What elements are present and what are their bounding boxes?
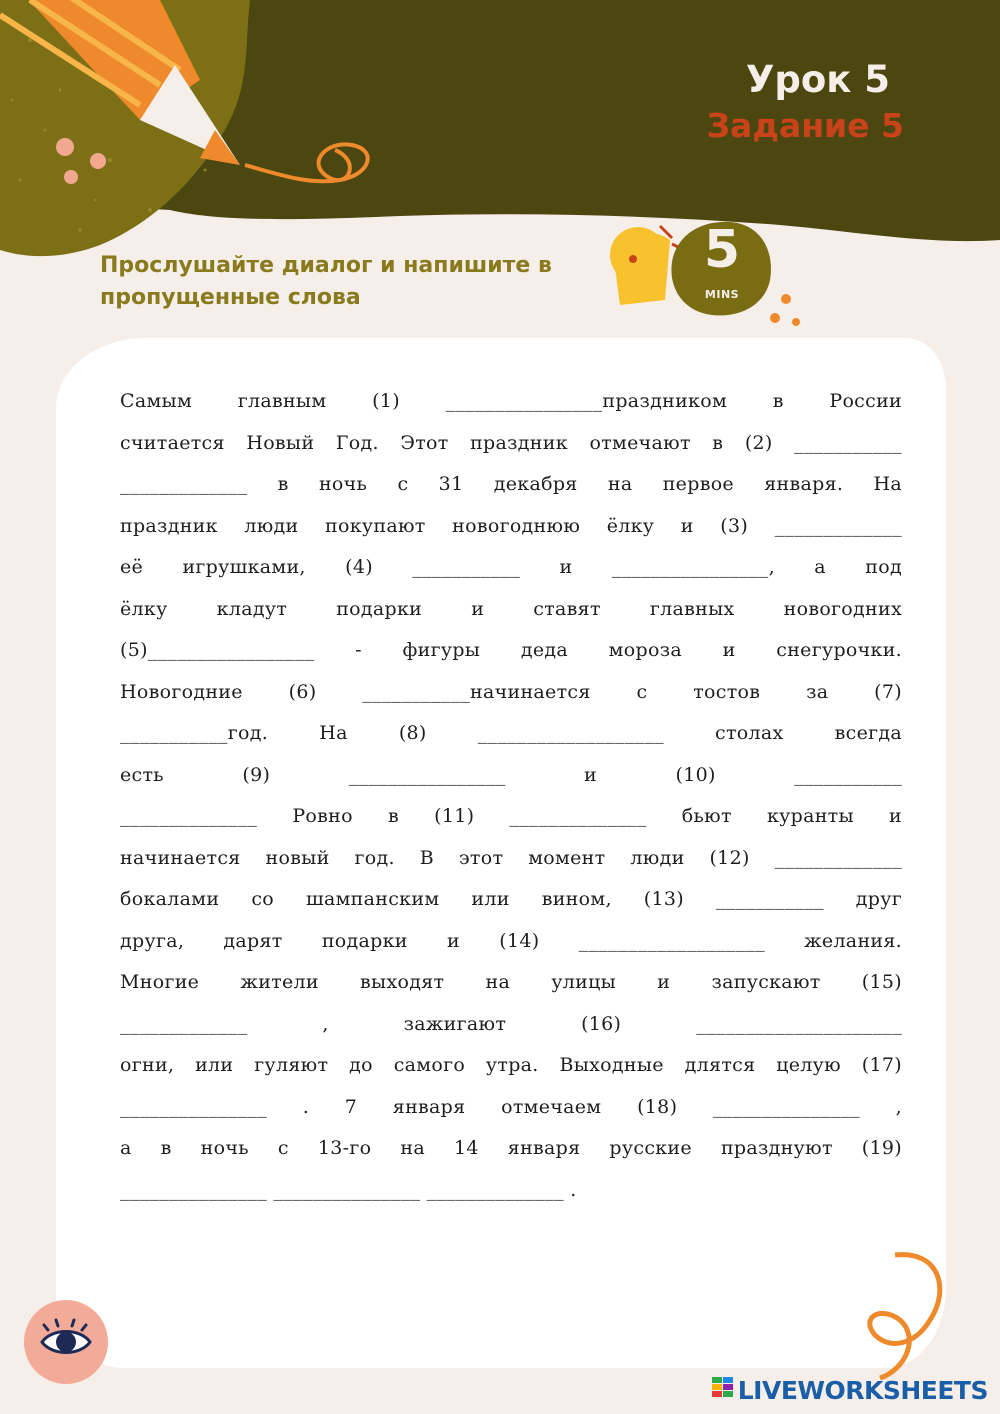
exercise-line: ёлку кладут подарки и ставят главных новогодних	[120, 597, 902, 620]
exercise-line: _____________ в ночь с 31 декабря на первое января. На	[120, 473, 902, 495]
eye-button[interactable]	[24, 1300, 108, 1384]
exercise-text	[120, 381, 902, 1211]
brand-name: LIVEWORKSHEETS	[737, 1375, 988, 1405]
exercise-line: друга, дарят подарки и (14) ___________________ желания.	[120, 929, 902, 952]
exercise-line: есть (9) ________________ и (10) ___________	[120, 763, 902, 786]
exercise-line: ______________ Ровно в (11) ______________ бьют куранты и	[120, 805, 902, 827]
instruction-line-2: пропущенные слова	[100, 285, 361, 310]
exercise-line: считается Новый Год. Этот праздник отмечают в (2) ___________	[120, 431, 902, 454]
timer-number: 5	[703, 220, 741, 280]
exercise-line: (5)_________________ - фигуры деда мороза и снегурочки.	[120, 639, 902, 661]
exercise-line: праздник люди покупают новогоднюю ёлку и (3) _____________	[120, 514, 902, 537]
timer-unit: MINS	[704, 288, 740, 301]
instruction-text	[100, 250, 660, 314]
brand-logo[interactable]	[712, 1374, 988, 1406]
task-title: Задание 5	[706, 106, 904, 145]
exercise-line: _____________ , зажигают (16) _____________________	[120, 1012, 902, 1035]
exercise-line: начинается новый год. В этот момент люди (12) _____________	[120, 846, 902, 869]
eye-icon	[24, 1300, 108, 1384]
exercise-line: ___________год. На (8) ___________________ столах всегда	[120, 722, 902, 744]
lesson-title: Урок 5	[745, 58, 890, 101]
instruction-line-1: Прослушайте диалог и напишите в	[100, 253, 552, 278]
exercise-line: её игрушками, (4) ___________ и ________________, а под	[120, 556, 902, 578]
exercise-line: Самым главным (1) ________________праздником в России	[120, 390, 902, 412]
exercise-line: Новогодние (6) ___________начинается с тостов за (7)	[120, 680, 902, 703]
exercise-line: а в ночь с 13-го на 14 января русские празднуют (19)	[120, 1137, 902, 1159]
exercise-line: Многие жители выходят на улицы и запускают (15)	[120, 971, 902, 993]
exercise-line: _______________ _______________ ______________ .	[120, 1178, 577, 1201]
exercise-line: _______________ . 7 января отмечаем (18) _______________ ,	[120, 1095, 902, 1118]
exercise-line: бокалами со шампанским или вином, (13) ___________ друг	[120, 888, 902, 910]
exercise-line: огни, или гуляют до самого утра. Выходные длятся целую (17)	[120, 1054, 902, 1076]
liveworksheets-logo-icon	[712, 1377, 734, 1403]
